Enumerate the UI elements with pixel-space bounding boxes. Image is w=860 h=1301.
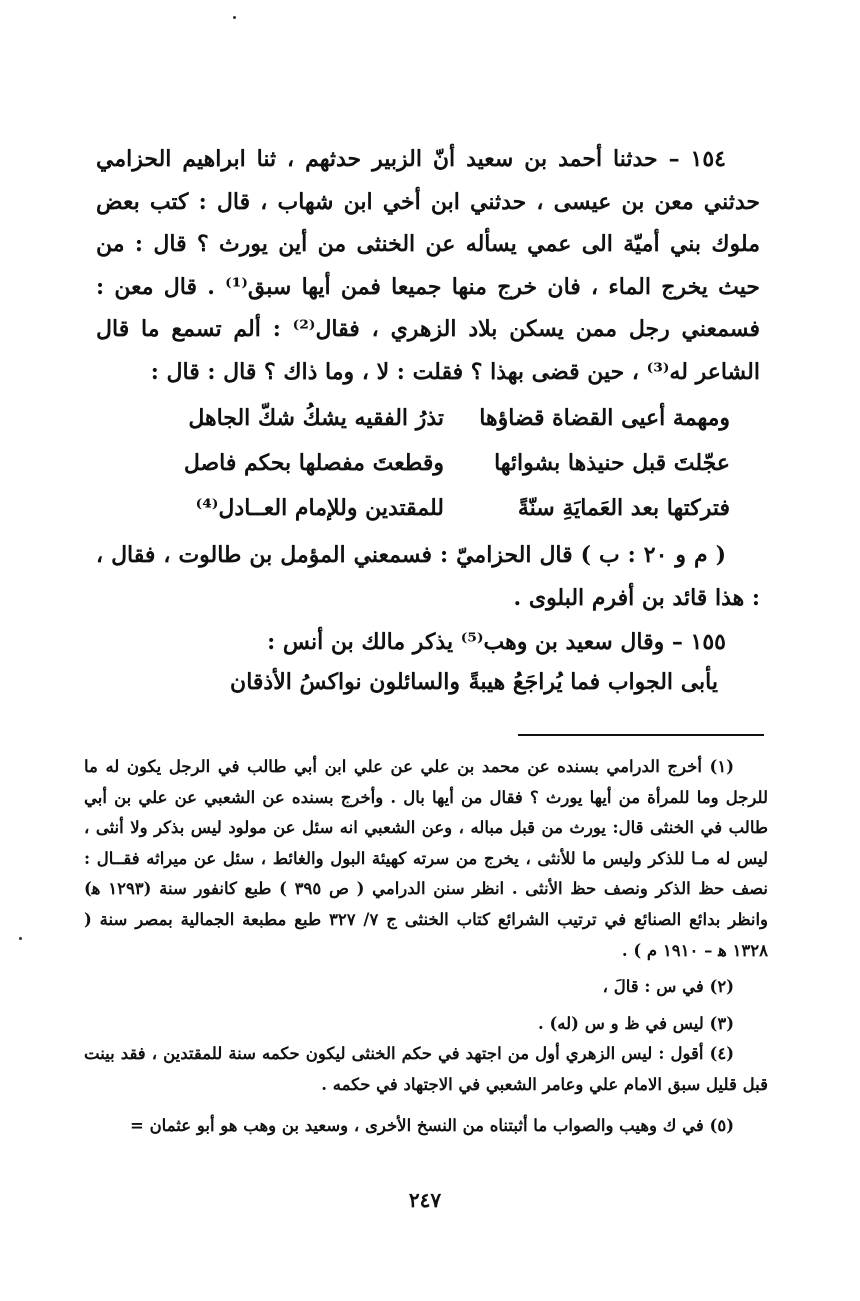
poem-154 <box>96 395 760 530</box>
footnotes <box>84 752 768 1141</box>
footnote-1: (١) أخرج الدرامي بسنده عن محمد بن علي عن علي ابن أبي طالب في الرجل يكون له ما للرجل وما للمرأة من أيها يورث ؟ فقال من أيها بال . وأخرج بسنده عن الشعبي عن علي بن أبي طالب في الخنثى قال: يورث من قبل مباله ، وعن الشعبي انه سئل عن مولود ليس بذكر ولا أنثى ، ليس له مـا للذكر وليس ما للأنثى ، يخرج من سرته كهيئة البول والغائط ، سئل عن ميراثه فقــال : نصف حظ الذكر ونصف حظ الأنثى . انظر سنن الدرامي ( ص ٣٩٥ ) طبع كانفور سنة (١٢٩٣ ﻫ) وانظر بدائع الصنائع في ترتيب الشرائع كتاب الخنثى ج ٧/ ٣٢٧ طبع مطبعة الجمالية بمصر سنة ( ١٣٢٨ ﻫ – ١٩١٠ م ) . <box>84 757 768 960</box>
verse-first-hemistich: ومهمة أعيى القضاة قضاؤها <box>479 404 730 431</box>
verse-second-hemistich: والسائلون نواكسُ الأذقان <box>230 669 460 695</box>
paragraph-after-poem: ( م و ٢٠ : ب ) قال الحزاميّ : فسمعني المؤمل بن طالوت ، فقال ، : هذا قائد بن أفرم البلوى . <box>96 542 760 611</box>
poem-verse <box>96 485 760 530</box>
verse-second-hemistich: للمقتدين وللإمام العــادل⁽⁴⁾ <box>195 494 444 521</box>
footnote-2: (٢) في س : قالَ ، <box>602 977 734 997</box>
verse-first-hemistich: فتركتها بعد العَمايَةِ سنّةً <box>517 494 730 521</box>
verse-second-hemistich: وقطعتَ مفصلها بحكم فاصل <box>183 449 444 476</box>
paragraph-154: ١٥٤ – حدثنا أحمد بن سعيد أنّ الزبير حدثهم ، ثنا ابراهيم الحزامي حدثني معن بن عيسى ، حدثني ابن أخي ابن شهاب ، قال : كتب بعض ملوك بني أميّة الى عمي يسأله عن الخنثى من أين يورث ؟ قال : من حيث يخرج الماء ، فان خرج منها جميعا فمن أيها سبق⁽¹⁾ . قال معن : فسمعني رجل ممن يسكن بلاد الزهري ، فقال⁽²⁾ : ألم تسمع ما قال الشاعر له⁽³⁾ ، حين قضى بهذا ؟ فقلت : لا ، وما ذاك ؟ قال : قال : <box>96 146 761 385</box>
footnote-4: (٤) أقول : ليس الزهري أول من اجتهد في حكم الخنثى ليكون حكمه سنة للمقتدين ، فقد بينت قبل قليل سبق الامام علي وعامر الشعبي في الاجتهاد في حكمه . <box>84 1044 768 1094</box>
poem-verse <box>96 660 760 705</box>
main-text <box>96 138 760 705</box>
scan-speck <box>233 16 236 19</box>
scan-speck <box>19 937 22 940</box>
poem-verse <box>96 395 760 440</box>
footnote-divider <box>518 734 764 736</box>
poem-155 <box>96 660 760 705</box>
verse-first-hemistich: يأبى الجواب فما يُراجَعُ هيبةً <box>468 669 718 695</box>
page-number: ٢٤٧ <box>408 1188 442 1212</box>
verse-first-hemistich: عجّلتَ قبل حنيذها بشوائها <box>494 449 730 476</box>
footnote-5: (٥) في ك وهيب والصواب ما أثبتناه من النسخ الأخرى ، وسعيد بن وهب هو أبو عثمان = <box>130 1115 734 1135</box>
paragraph-155: ١٥٥ – وقال سعيد بن وهب⁽⁵⁾ يذكر مالك بن أنس : <box>267 629 726 655</box>
verse-second-hemistich: تذرُ الفقيه يشكُ شكّ الجاهل <box>188 404 444 431</box>
footnote-3: (٣) ليس في ظ و س (له) . <box>538 1013 734 1033</box>
poem-verse <box>96 440 760 485</box>
